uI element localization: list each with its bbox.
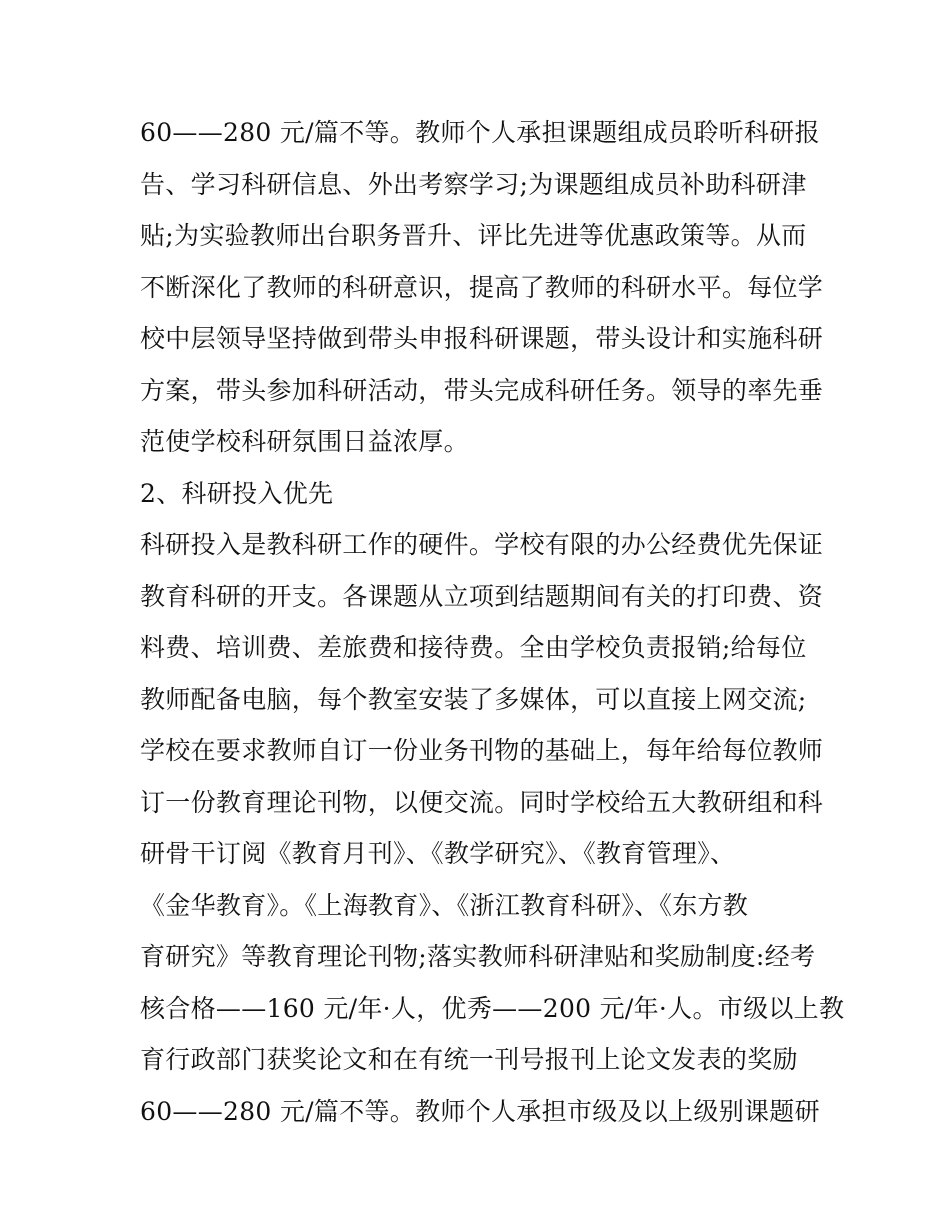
text-line: 不断深化了教师的科研意识，提高了教师的科研水平。每位学 <box>140 272 824 302</box>
text-line: 告、学习科研信息、外出考察学习;为课题组成员补助科研津 <box>140 169 807 199</box>
text-line: 60——280 元/篇不等。教师个人承担课题组成员聆听科研报 <box>140 118 820 147</box>
text-line: 贴;为实验教师出台职务晋升、评比先进等优惠政策等。从而 <box>140 221 807 250</box>
text-line: 料费、培训费、差旅费和接待费。全由学校负责报销;给每位 <box>140 633 807 662</box>
text-line: 育行政部门获奖论文和在有统一刊号报刊上论文发表的奖励 <box>140 1045 798 1074</box>
text-line: 教育科研的开支。各课题从立项到结题期间有关的打印费、资 <box>140 581 824 611</box>
text-line: 范使学校科研氛围日益浓厚。 <box>140 427 469 456</box>
text-line: 教师配备电脑，每个教室安装了多媒体，可以直接上网交流; <box>140 684 807 714</box>
text-line: 核合格——160 元/年·人，优秀——200 元/年·人。市级以上教 <box>140 993 845 1023</box>
text-line: 《金华教育》。《上海教育》、《浙江教育科研》、《东方教 <box>140 890 749 920</box>
text-line: 学校在要求教师自订一份业务刊物的基础上，每年给每位教师 <box>140 736 824 765</box>
text-line: 研骨干订阅《教育月刊》、《教学研究》、《教育管理》、 <box>140 839 736 868</box>
body-text <box>140 107 845 1137</box>
text-line: 校中层领导坚持做到带头申报科研课题，带头设计和实施科研 <box>140 324 824 353</box>
text-line: 60——280 元/篇不等。教师个人承担市级及以上级别课题研 <box>140 1096 820 1126</box>
text-line: 方案，带头参加科研活动，带头完成科研任务。领导的率先垂 <box>140 375 824 405</box>
section-heading: 2、科研投入优先 <box>140 478 334 508</box>
text-line: 科研投入是教科研工作的硬件。学校有限的办公经费优先保证 <box>140 530 824 559</box>
text-line: 订一份教育理论刊物，以便交流。同时学校给五大教研组和科 <box>140 787 824 817</box>
text-line: 育研究》等教育理论刊物;落实教师科研津贴和奖励制度:经考 <box>140 942 816 971</box>
